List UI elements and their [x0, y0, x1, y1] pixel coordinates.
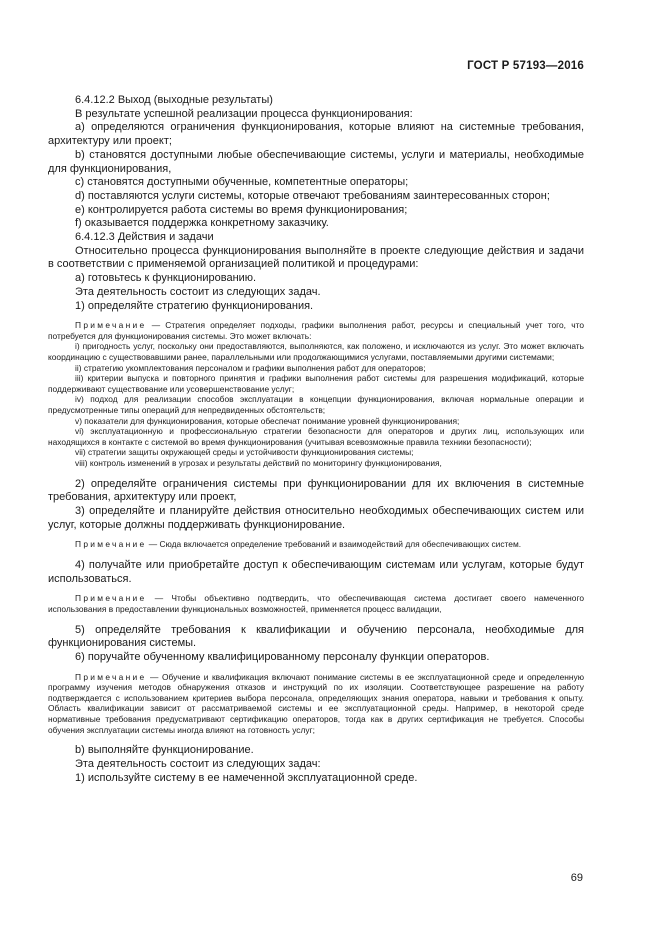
document-header: ГОСТ Р 57193—2016 — [467, 60, 584, 72]
note-paragraph — [48, 539, 584, 550]
note-item: ii) стратегию укомплектования персоналом и графики выполнения работ для операторов; — [75, 362, 426, 373]
note-label: Примечание — [75, 539, 147, 550]
page-number: 69 — [570, 872, 583, 884]
list-item: 1) используйте систему в ее намеченной эксплуатационной среде. — [75, 771, 418, 784]
section-heading: 6.4.12.2 Выход (выходные результаты) — [75, 94, 273, 106]
list-item: 5) определяйте требования к квалификации и обучению персонала, необходимые для функционирования системы. — [48, 623, 584, 650]
note-item: viii) контроль изменений в угрозах и результаты действий по мониторингу функционирования, — [75, 457, 442, 468]
document-body — [48, 94, 584, 785]
list-item: c) становятся доступными обученные, компетентные операторы; — [75, 176, 409, 189]
body-paragraph: Эта деятельность состоит из следующих задач: — [75, 757, 321, 770]
body-paragraph: В результате успешной реализации процесса функционирования: — [75, 107, 413, 120]
list-item: a) определяются ограничения функционирования, которые влияют на системные требования, архитектуру или проект; — [48, 121, 584, 148]
list-item: 3) определяйте и планируйте действия относительно необходимых обеспечивающих систем или услуг, которые должны поддерживать функционирование. — [48, 504, 584, 531]
list-item: f) оказывается поддержка конкретному заказчику. — [75, 217, 329, 230]
note-paragraph — [48, 672, 584, 736]
list-item: 4) получайте или приобретайте доступ к обеспечивающим системам или услугам, которые будут использоваться. — [48, 558, 584, 585]
note-item: iv) подход для реализации способов эксплуатации в концепции функционирования, включая нормальные операции и предусмотренные типы операций для непредвиденных обстоятельств; — [48, 394, 584, 415]
note-paragraph — [48, 593, 584, 614]
note-paragraph — [48, 320, 584, 341]
note-text: — Чтобы объективно подтвердить, что обеспечивающая система достигает своего намеченного использования в предоставлении функциональных возможностей, применяется процесс валидации, — [48, 593, 584, 614]
note-text: — Сюда включается определение требований и взаимодействий для обеспечивающих систем. — [146, 539, 522, 550]
note-text: — Стратегия определяет подходы, графики выполнения работ, ресурсы и специальный учет того, что потребуется для функционирования системы. Это может включать: — [48, 320, 584, 341]
list-item: 2) определяйте ограничения системы при функционировании для их включения в системные требования, архитектуру или проект, — [48, 477, 584, 504]
note-item: iii) критерии выпуска и повторного принятия и графики выполнения работ системы для разрешения модификаций, которые поддерживают существование или усовершенствование услуг; — [48, 373, 584, 394]
list-item: b) становятся доступными любые обеспечивающие системы, услуги и материалы, необходимые для функционирования, — [48, 148, 584, 175]
note-text: — Обучение и квалификация включают понимание системы в ее эксплуатационной среде и определенную программу изучения методов обнаружения отказов и инструкций по их изоляции. Соответствующее разрешение на работу подтверждается с использованием критериев выбора персонала, определяющих знания оператора, навыки и требования к опыту. Область квалификации зависит от рассматриваемой системы и ее эксплуатационной среды. Например, в некоторой среде нормативные требования предусматривают сертификацию операторов, тогда как в других сертификация не требуется. Способы обучения эксплуатации системы иногда влияют на готовность услуг; — [48, 671, 584, 735]
list-item: 6) поручайте обученному квалифицированному персоналу функции операторов. — [75, 650, 490, 663]
list-item: b) выполняйте функционирование. — [75, 744, 254, 757]
note-item: v) показатели для функционирования, которые обеспечат понимание уровней функционирования; — [75, 415, 460, 426]
note-label: Примечание — [75, 671, 147, 682]
list-item: 1) определяйте стратегию функционирования. — [75, 299, 314, 312]
note-label: Примечание — [75, 593, 147, 604]
list-item: e) контролируется работа системы во время функционирования; — [75, 203, 408, 216]
note-item: i) пригодность услуг, поскольку они предоставляются, выполняются, как положено, и исключаются из услуг. Это может включать координацию с существовавшими ранее, параллельными или продолжающимися услугами, поставляемыми другими системами; — [48, 341, 584, 363]
body-paragraph: Относительно процесса функционирования выполняйте в проекте следующие действия и задачи в соответствии с применяемой организацией политикой и процедурами: — [48, 244, 584, 271]
list-item: d) поставляются услуги системы, которые отвечают требованиям заинтересованных сторон; — [75, 189, 550, 202]
section-heading: 6.4.12.3 Действия и задачи — [75, 231, 214, 244]
note-item: vii) стратегии защиты окружающей среды и устойчивости функционирования системы; — [75, 447, 414, 458]
list-item: a) готовьтесь к функционированию. — [75, 272, 257, 285]
note-label: Примечание — [75, 320, 147, 331]
body-paragraph: Эта деятельность состоит из следующих задач. — [75, 285, 321, 298]
note-item: vi) эксплуатационную и профессиональную стратегии безопасности для операторов и других лиц, использующих или находящихся в контакте с системой во время функционирования (учитывая всевозможные правила техники безопасности); — [48, 426, 584, 447]
